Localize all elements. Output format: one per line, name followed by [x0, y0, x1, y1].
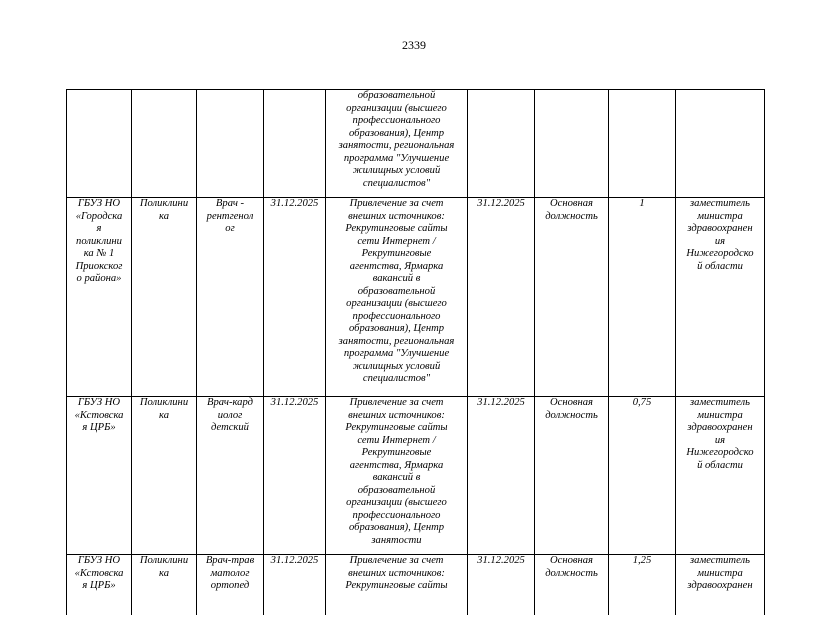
cell-method: Привлечение за счет внешних источников: Рекрутинговые сайты сети Интернет / Рекрутинговые агентства, Ярмарка вакансий в образовательной организации (высшего профессионального образования), Центр занятости, региональная программа "Улучшение жилищных условий специалистов" [326, 198, 468, 397]
cell-date: 31.12.2025 [468, 397, 535, 555]
cell-unit: Поликлини ка [132, 397, 197, 555]
cell-role [535, 90, 609, 198]
cell-rate: 0,75 [609, 397, 676, 555]
cell-organization: ГБУЗ НО «Городска я поликлини ка № 1 Приокског о района» [67, 198, 132, 397]
cell-position: Врач-кард иолог детский [197, 397, 264, 555]
table-row [67, 90, 765, 198]
cell-rate [609, 90, 676, 198]
cell-role: Основная должность [535, 555, 609, 615]
cell-date: 31.12.2025 [264, 198, 326, 397]
cell-method: Привлечение за счет внешних источников: Рекрутинговые сайты [326, 555, 468, 615]
cell-unit: Поликлини ка [132, 198, 197, 397]
cell-position: Врач-трав матолог ортопед [197, 555, 264, 615]
cell-method: Привлечение за счет внешних источников: Рекрутинговые сайты сети Интернет / Рекрутинговые агентства, Ярмарка вакансий в образовательной организации (высшего профессионального образования), Центр занятости [326, 397, 468, 555]
cell-responsible: заместитель министра здравоохранен ия Нижегородско й области [676, 198, 765, 397]
cell-role: Основная должность [535, 397, 609, 555]
cell-role: Основная должность [535, 198, 609, 397]
page-number: 2339 [402, 38, 426, 52]
cell-date: 31.12.2025 [264, 555, 326, 615]
cell-rate: 1 [609, 198, 676, 397]
cell-date [264, 90, 326, 198]
cell-responsible: заместитель министра здравоохранен ия Нижегородско й области [676, 397, 765, 555]
cell-position: Врач - рентгенол ог [197, 198, 264, 397]
cell-date [468, 90, 535, 198]
cell-rate: 1,25 [609, 555, 676, 615]
cell-unit [132, 90, 197, 198]
table-row [67, 397, 765, 555]
table-row [67, 555, 765, 615]
cell-unit: Поликлини ка [132, 555, 197, 615]
cell-position [197, 90, 264, 198]
cell-organization: ГБУЗ НО «Кстовска я ЦРБ» [67, 397, 132, 555]
cell-method: образовательной организации (высшего профессионального образования), Центр занятости, региональная программа "Улучшение жилищных условий специалистов" [326, 90, 468, 198]
cell-responsible: заместитель министра здравоохранен [676, 555, 765, 615]
cell-organization [67, 90, 132, 198]
cell-organization: ГБУЗ НО «Кстовска я ЦРБ» [67, 555, 132, 615]
cell-responsible [676, 90, 765, 198]
cell-date: 31.12.2025 [468, 198, 535, 397]
cell-date: 31.12.2025 [264, 397, 326, 555]
staffing-table [66, 89, 765, 615]
table-row [67, 198, 765, 397]
cell-date: 31.12.2025 [468, 555, 535, 615]
